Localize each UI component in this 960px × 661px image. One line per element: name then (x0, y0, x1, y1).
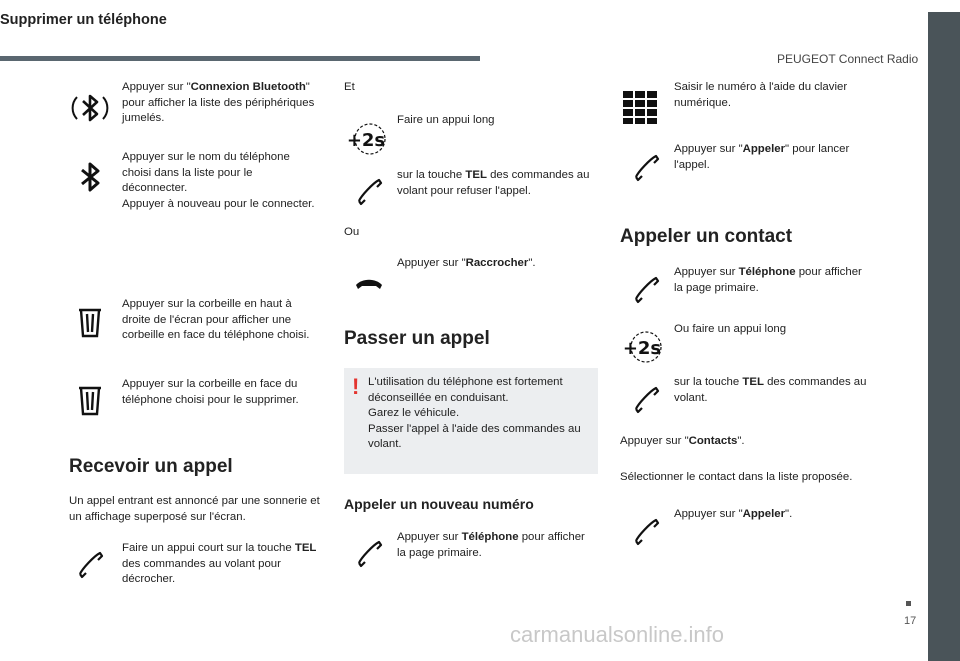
call-text: Appuyer sur "Appeler" pour lancer l'appel. (674, 143, 850, 171)
warning-text: L'utilisation du téléphone est fortement déconseillée en conduisant. Garez le véhicule. Passer l'appel à l'aide des commandes au volant. (368, 376, 581, 451)
nouveau-heading: Appeler un nouveau numéro (344, 496, 534, 513)
keypad-text: Saisir le numéro à l'aide du clavier numérique. (674, 81, 848, 109)
phone-icon (627, 380, 665, 418)
incoming-text: Un appel entrant est annoncé par une sonnerie et un affichage superposé sur l'écran. (69, 495, 320, 523)
phone-icon (350, 534, 388, 572)
passer-heading: Passer un appel (344, 328, 490, 350)
trash1-text: Appuyer sur la corbeille en haut à droite de l'écran pour afficher une corbeille en face du téléphone choisi. (122, 298, 310, 342)
page-bullet (906, 601, 911, 606)
select-contact-text: Sélectionner le contact dans la liste proposée. (620, 471, 853, 484)
answer-text: Faire un appui court sur la touche TEL des commandes au volant pour décrocher. (122, 542, 317, 586)
contact-long-press-text: Ou faire un appui long (674, 323, 787, 336)
call2-text: Appuyer sur "Appeler". (674, 508, 793, 521)
hangup-text: Appuyer sur "Raccrocher". (397, 257, 536, 270)
phone-icon (627, 270, 665, 308)
recevoir-heading: Recevoir un appel (69, 456, 233, 478)
bluetooth-icon (71, 158, 109, 196)
supprimer-heading: Supprimer un téléphone (0, 12, 167, 29)
phone-icon (627, 148, 665, 186)
phone-icon (71, 545, 109, 583)
contacts-text: Appuyer sur "Contacts". (620, 435, 745, 448)
trash2-text: Appuyer sur la corbeille en face du téléphone choisi pour le supprimer. (122, 378, 299, 406)
warning-box (344, 368, 598, 474)
trash-icon (71, 304, 109, 342)
contact-telephone-text: Appuyer sur Téléphone pour afficher la page primaire. (674, 266, 862, 294)
phone-icon (627, 512, 665, 550)
contact-tel-text: sur la touche TEL des commandes au volant. (674, 376, 867, 404)
keypad-icon (621, 87, 659, 125)
ou-text: Ou (344, 226, 360, 239)
select-phone-text: Appuyer sur le nom du téléphone choisi dans la liste pour le déconnecter. Appuyer à nouveau pour le connecter. (122, 151, 315, 210)
phone-icon (350, 172, 388, 210)
contact-heading: Appeler un contact (620, 226, 793, 248)
svg-text:+2s: +2s (346, 130, 386, 152)
warning-icon: ! (352, 374, 360, 400)
header-bar (0, 56, 480, 61)
connexion-text: Appuyer sur "Connexion Bluetooth" pour afficher la liste des périphériques jumelés. (122, 81, 315, 125)
press-2s-icon (620, 328, 664, 366)
watermark: carmanualsonline.info (510, 622, 725, 648)
telephone-text: Appuyer sur Téléphone pour afficher la page primaire. (397, 531, 585, 559)
hangup-icon (350, 264, 388, 302)
press-2s-icon (344, 120, 388, 158)
page-number: 17 (904, 615, 917, 628)
svg-text:+2s: +2s (622, 338, 662, 360)
et-text: Et (344, 81, 355, 94)
header-title: PEUGEOT Connect Radio (777, 52, 919, 67)
sidebar-strip (928, 12, 960, 661)
refuse-text: sur la touche TEL des commandes au volant pour refuser l'appel. (397, 169, 590, 197)
trash-icon (71, 382, 109, 420)
bluetooth-search-icon (71, 89, 109, 127)
long-press-text: Faire un appui long (397, 114, 495, 127)
